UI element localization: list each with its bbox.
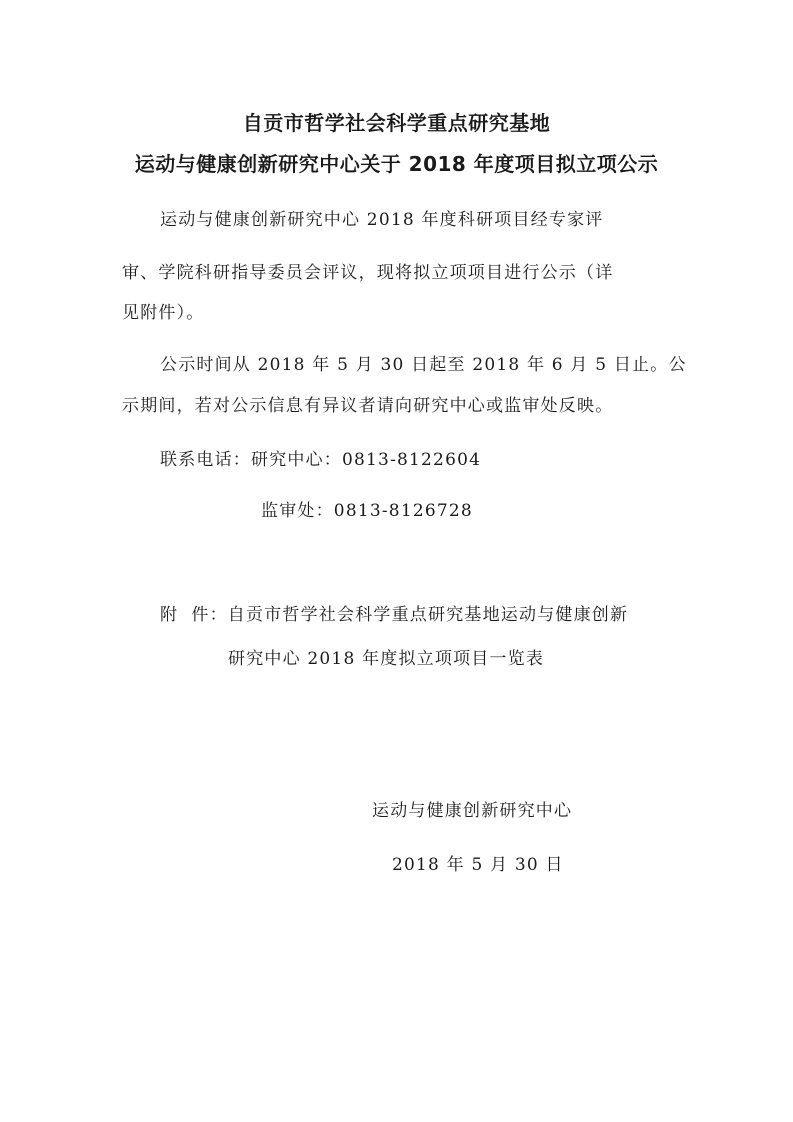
signature-organization: 运动与健康创新研究中心 bbox=[372, 801, 573, 821]
paragraph-2-line-2: 示期间，若对公示信息有异议者请向研究中心或监审处反映。 bbox=[122, 396, 614, 416]
contact-phone-line: 联系电话：研究中心：0813-8122604 bbox=[160, 450, 482, 470]
paragraph-1-line-2: 审、学院科研指导委员会评议，现将拟立项项目进行公示（详 bbox=[122, 263, 614, 283]
paragraph-1-line-1: 运动与健康创新研究中心 2018 年度科研项目经专家评 bbox=[160, 210, 604, 230]
title-line-1: 自贡市哲学社会科学重点研究基地 bbox=[242, 111, 551, 135]
attachment-line-2: 研究中心 2018 年度拟立项项目一览表 bbox=[228, 649, 545, 669]
signature-date: 2018 年 5 月 30 日 bbox=[392, 855, 564, 875]
title-line-2: 运动与健康创新研究中心关于 2018 年度项目拟立项公示 bbox=[134, 152, 659, 176]
paragraph-1-line-3: 见附件）。 bbox=[122, 303, 205, 323]
paragraph-2-line-1: 公示时间从 2018 年 5 月 30 日起至 2018 年 6 月 5 日止。公 bbox=[160, 355, 687, 375]
attachment-line-1: 附 件：自贡市哲学社会科学重点研究基地运动与健康创新 bbox=[160, 605, 629, 625]
contact-audit-line: 监审处：0813-8126728 bbox=[261, 501, 473, 521]
